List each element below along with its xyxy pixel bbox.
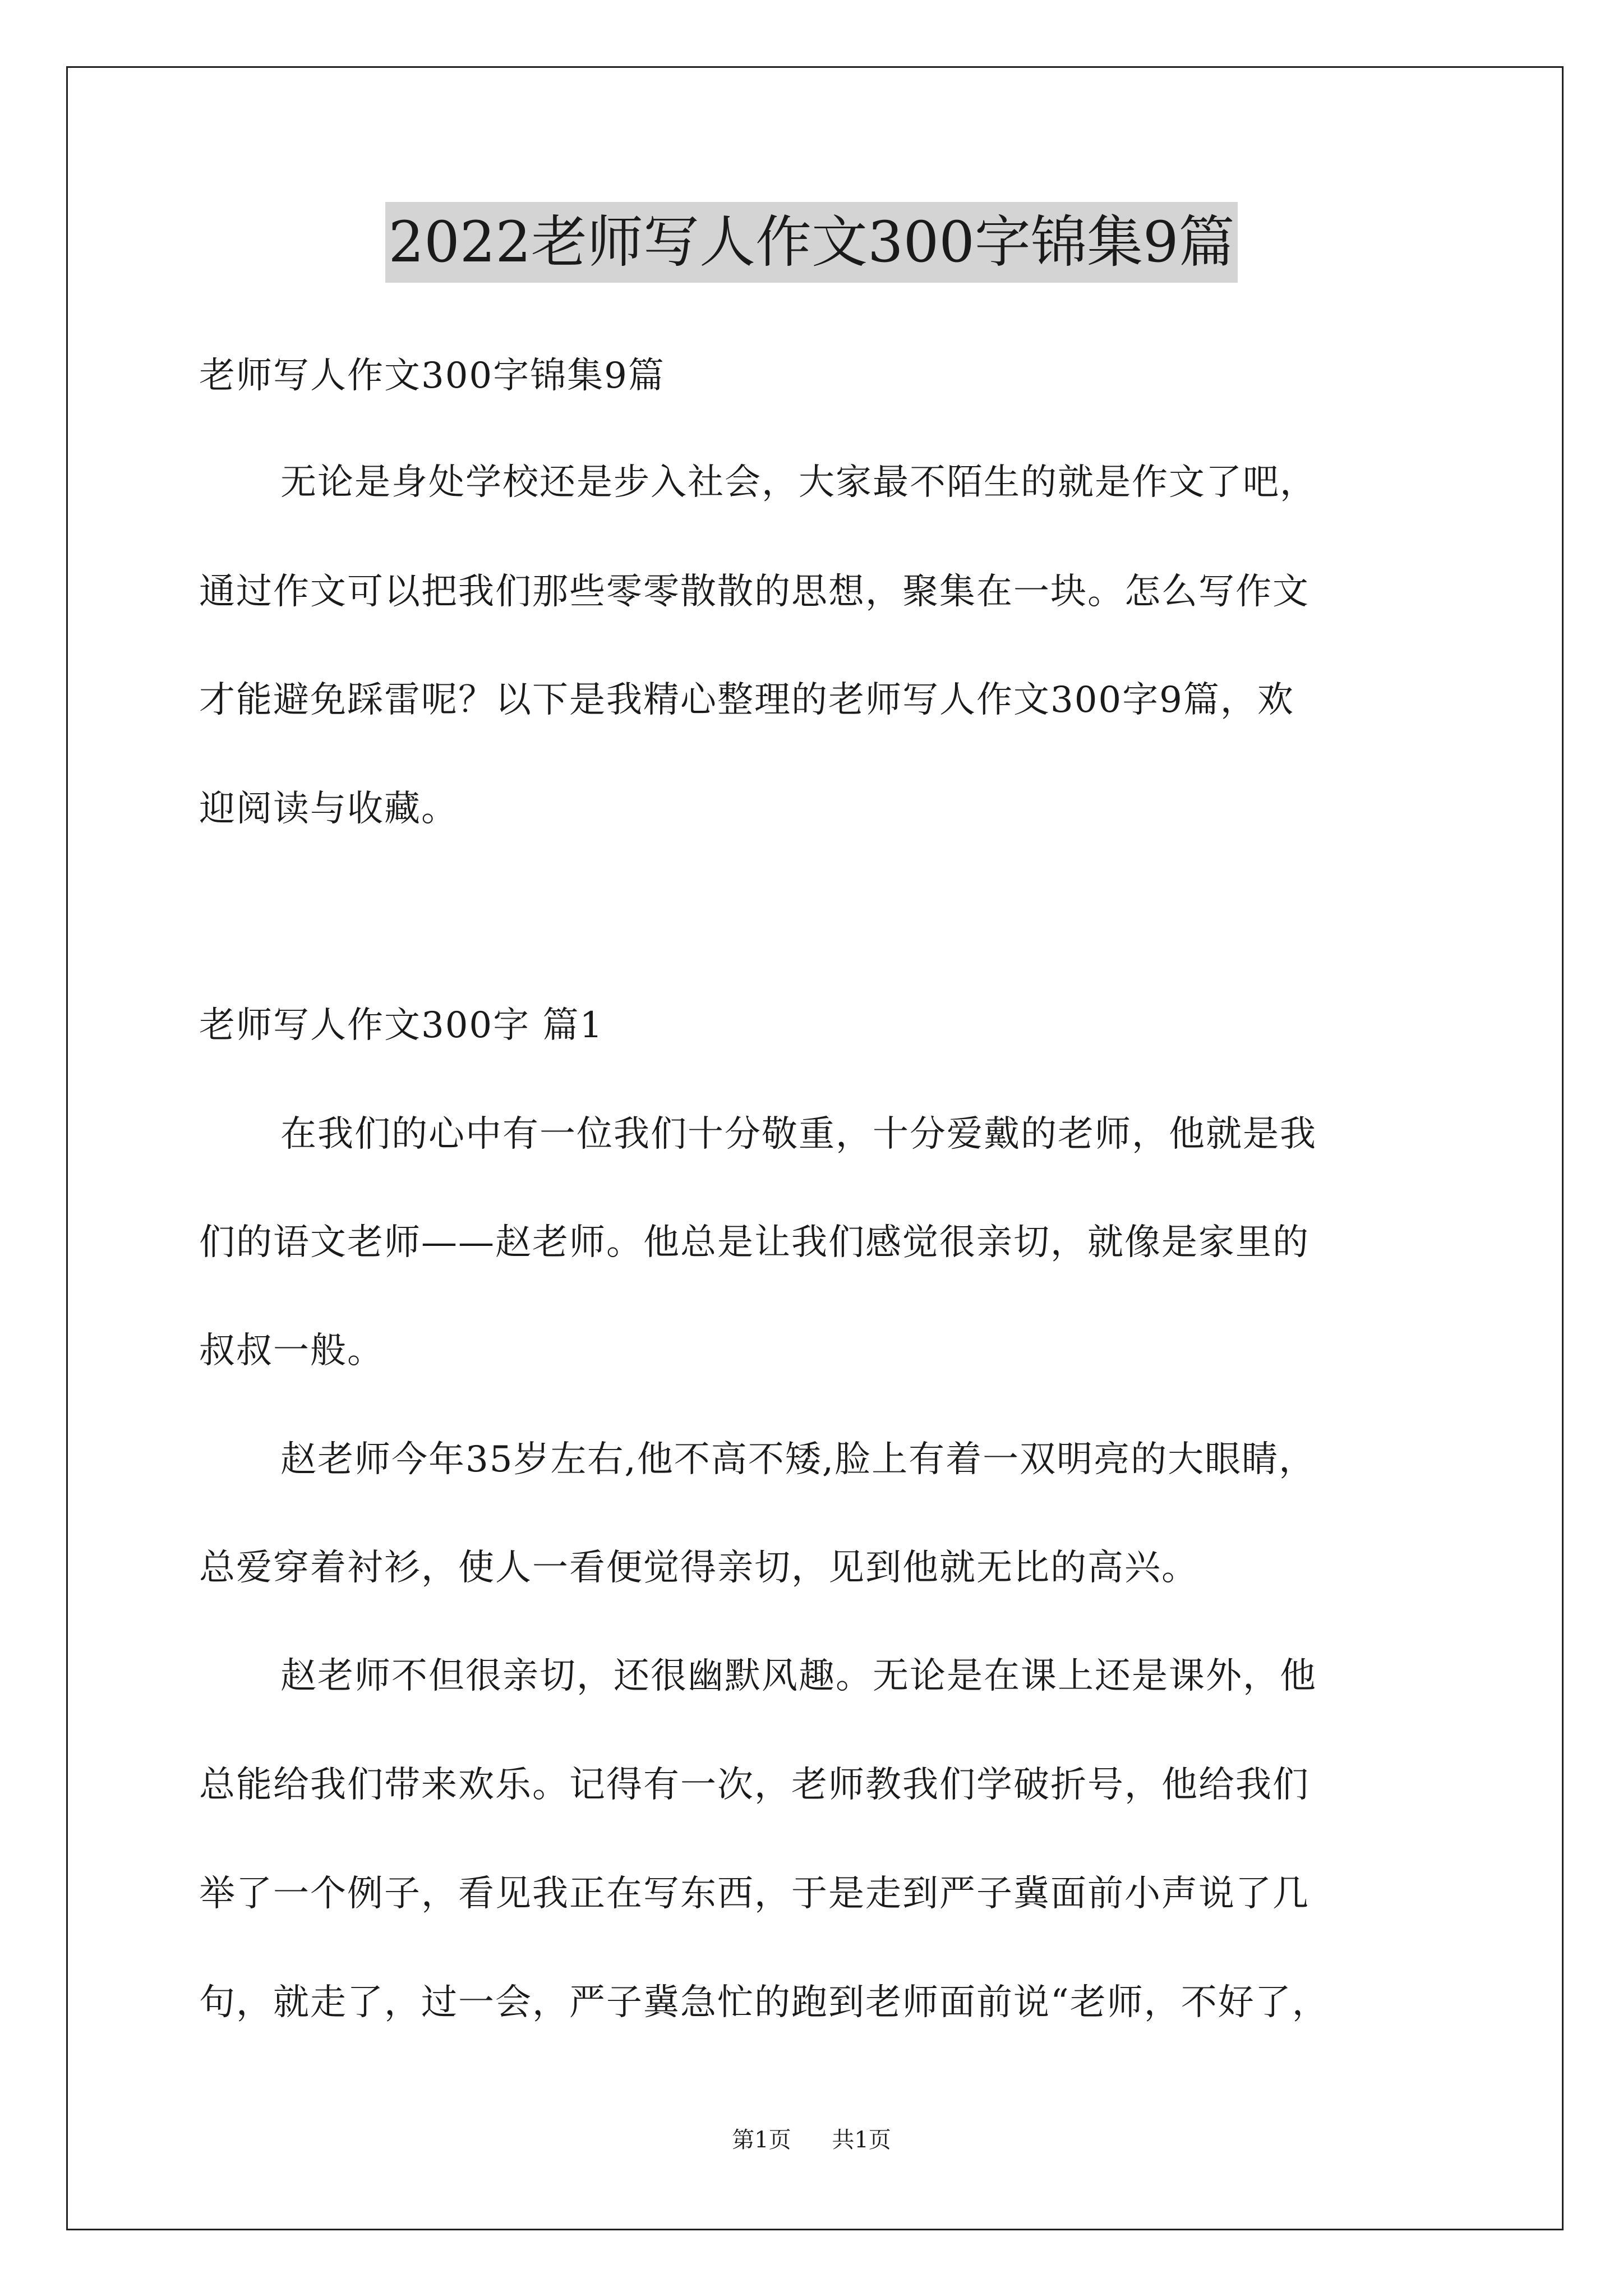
para3-line-3: 举了一个例子，看见我正在写东西，于是走到严子冀面前小声说了几	[199, 1873, 1310, 1915]
subtitle: 老师写人作文300字锦集9篇	[199, 355, 665, 397]
para1-line-1: 在我们的心中有一位我们十分敬重，十分爱戴的老师，他就是我	[280, 1114, 1317, 1155]
page-total: 共1页	[832, 2127, 891, 2153]
intro-line-2: 通过作文可以把我们那些零零散散的思想，聚集在一块。怎么写作文	[199, 571, 1310, 613]
para2-line-2: 总爱穿着衬衫，使人一看便觉得亲切，见到他就无比的高兴。	[199, 1547, 1198, 1589]
para3-line-4: 句，就走了，过一会，严子冀急忙的跑到老师面前说“老师，不好了，	[199, 1982, 1329, 2023]
intro-line-3: 才能避免踩雷呢？以下是我精心整理的老师写人作文300字9篇，欢	[199, 679, 1294, 721]
para1-line-2: 们的语文老师——赵老师。他总是让我们感觉很亲切，就像是家里的	[199, 1222, 1310, 1263]
para3-line-2: 总能给我们带来欢乐。记得有一次，老师教我们学破折号，他给我们	[199, 1764, 1310, 1806]
section-heading: 老师写人作文300字 篇1	[199, 1005, 604, 1046]
para3-line-1: 赵老师不但很亲切，还很幽默风趣。无论是在课上还是课外，他	[280, 1655, 1317, 1697]
page-footer	[0, 2126, 1623, 2154]
para1-line-3: 叔叔一般。	[199, 1330, 384, 1372]
document-title-text: 2022老师写人作文300字锦集9篇	[385, 202, 1238, 283]
intro-line-1: 无论是身处学校还是步入社会，大家最不陌生的就是作文了吧，	[280, 462, 1317, 503]
intro-line-4: 迎阅读与收藏。	[199, 788, 458, 830]
page-number: 第1页	[732, 2127, 791, 2153]
para2-line-1: 赵老师今年35岁左右,他不高不矮,脸上有着一双明亮的大眼睛，	[280, 1439, 1316, 1480]
document-title	[0, 202, 1623, 283]
